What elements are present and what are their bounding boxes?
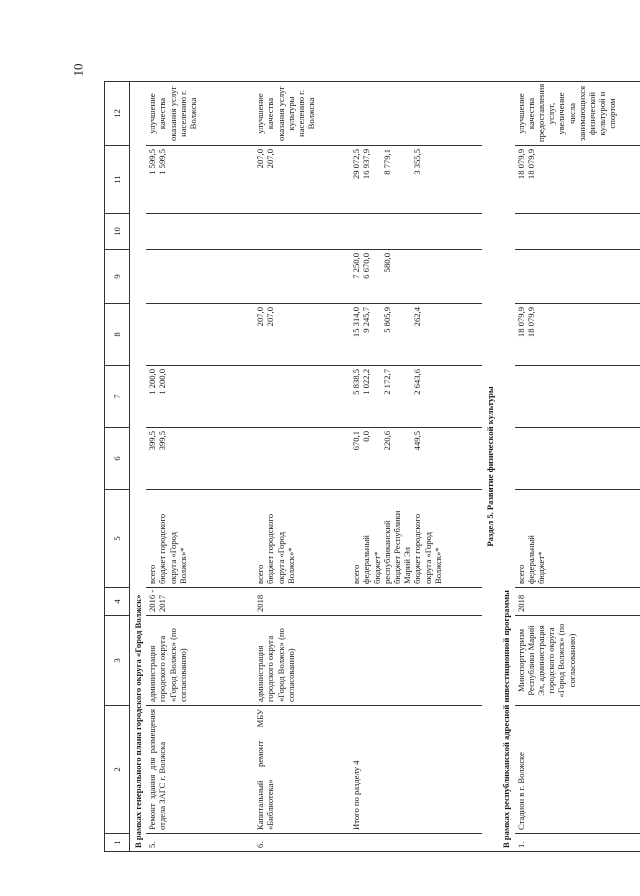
row-number: 5. [146,834,254,852]
value: 670,1 [351,431,362,451]
col-9-values [350,250,482,304]
col-6-values [146,428,254,490]
value: 207,0 [255,149,266,169]
source: округа «Город [422,532,433,584]
col-8-values [350,304,482,366]
value: 5 838,5 [351,369,362,395]
value: 1 599,5 [157,149,168,175]
value: 207,0 [265,307,276,327]
value: 0,0 [361,431,372,442]
funding-sources [146,490,254,588]
total-row [350,82,482,852]
expected-result: улучшение качества оказания услуг населению г. Волжска [146,82,254,146]
value: 1 200,0 [157,369,168,395]
source: округа «Город [167,532,178,584]
col-header-11: 11 [105,146,130,214]
section-5-title: Раздел 5. Развитие физической культуры [482,82,498,852]
col-6-values [254,428,350,490]
col-6-values [515,428,640,490]
section-row [498,82,514,852]
col-9-values [515,250,640,304]
col-11-values [515,146,640,214]
source: всего [147,564,158,584]
col-11-values [350,146,482,214]
measure-name: Ремонт здания для размещения отдела ЗАГС г. Волжска [146,706,254,834]
value: 5 805,9 [381,307,392,333]
col-header-4: 4 [105,588,130,616]
col-11-values [254,146,350,214]
measure-name: Капитальный ремонт МБУ «Библиотека» [254,706,350,834]
value: 8 779,1 [381,149,392,175]
year-start: 2016 - [147,589,158,612]
value: 220,6 [381,431,392,451]
value: 18 079,9 [525,149,536,180]
value: 207,0 [255,307,266,327]
col-header-12: 12 [105,82,130,146]
year-end: 2017 [157,594,168,612]
value: 18 079,9 [515,307,526,338]
source: бюджет* [371,551,382,584]
source: бюджет городского [412,513,423,584]
executor: администрация городского округа «Город Волжск» (по согласованию) [146,616,254,706]
value: 207,0 [265,149,276,169]
source: всего [515,564,526,584]
value: 399,5 [147,431,158,451]
source: федеральный [361,535,372,584]
col-10-values [515,214,640,250]
source: бюджет городского [157,513,168,584]
source: Марий Эл [402,547,413,584]
year: 2018 [515,588,640,616]
col-8-values [146,304,254,366]
total-label: Итого по разделу 4 [350,706,482,834]
source: Волжск»* [432,547,443,584]
source: федеральный [525,535,536,584]
source: Волжск»* [285,547,296,584]
executor: Минспорттуризм Республики Марий Эл, администрация городского округа «Город Волжск» (по согласованию) [515,616,640,706]
col-7-values [515,366,640,428]
measure-name: Стадион в г. Волжске [515,706,640,834]
value: 15 314,0 [351,307,362,338]
value: 1 022,2 [361,369,372,395]
col-7-values [146,366,254,428]
source: республиканский [381,520,392,584]
funding-sources [254,490,350,588]
value: 1 200,0 [147,369,158,395]
col-6-values [350,428,482,490]
source: всего [255,564,266,584]
col-header-1: 1 [105,834,130,852]
col-10-values [350,214,482,250]
col-7-values [350,366,482,428]
value: 29 072,5 [351,149,362,180]
col-7-values [254,366,350,428]
value: 449,5 [412,431,423,451]
col-header-7: 7 [105,366,130,428]
value: 1 599,5 [147,149,158,175]
col-header-9: 9 [105,250,130,304]
row-number: 6. [254,834,350,852]
source: всего [351,564,362,584]
executor: администрация городского округа «Город Волжск» (по согласованию) [254,616,350,706]
source: бюджет Республики [392,510,403,584]
col-header-3: 3 [105,616,130,706]
expected-result: улучшение качества предоставления услуг, увеличение числа занимающихся физической культурой и спортом [515,82,640,146]
value: 16 937,9 [361,149,372,180]
value: 18 079,9 [525,307,536,338]
page-number: 10 [70,63,86,77]
program-table-sheet [104,82,640,852]
col-8-values [515,304,640,366]
value: 2 643,6 [412,369,423,395]
value: 3 355,5 [412,149,423,175]
value: 262,4 [412,307,423,327]
section-row [130,82,147,852]
col-header-10: 10 [105,214,130,250]
section-row [482,82,498,852]
col-header-5: 5 [105,490,130,588]
section-city-plan: В рамках генерального плана городского округа «Город Волжск» [130,82,147,852]
col-header-8: 8 [105,304,130,366]
funding-sources [515,490,640,588]
years [146,588,254,616]
funding-sources [350,490,482,588]
col-header-6: 6 [105,428,130,490]
expected-result [350,82,482,146]
col-8-values [254,304,350,366]
row-number: 1. [515,834,640,852]
col-9-values [146,250,254,304]
program-table [104,81,640,852]
value: 399,5 [157,431,168,451]
value: 6 670,0 [361,253,372,279]
col-10-values [146,214,254,250]
col-11-values [146,146,254,214]
value: 7 250,0 [351,253,362,279]
table-row [146,82,254,852]
col-header-2: 2 [105,706,130,834]
table-row [515,82,640,852]
col-10-values [254,214,350,250]
value: 18 079,9 [515,149,526,180]
year: 2018 [254,588,350,616]
header-row [105,82,130,852]
section-rf-program: В рамках республиканской адресной инвестиционной программы [498,82,514,852]
col-9-values [254,250,350,304]
source: бюджет* [536,551,547,584]
value: 9 245,7 [361,307,372,333]
value: 2 172,7 [381,369,392,395]
source: бюджет городского [265,513,276,584]
value: 580,0 [381,253,392,273]
table-row [254,82,350,852]
source: Волжск»* [177,547,188,584]
expected-result: улучшение качества оказания услуг культуры населению г. Волжска [254,82,350,146]
source: округа «Город [275,532,286,584]
